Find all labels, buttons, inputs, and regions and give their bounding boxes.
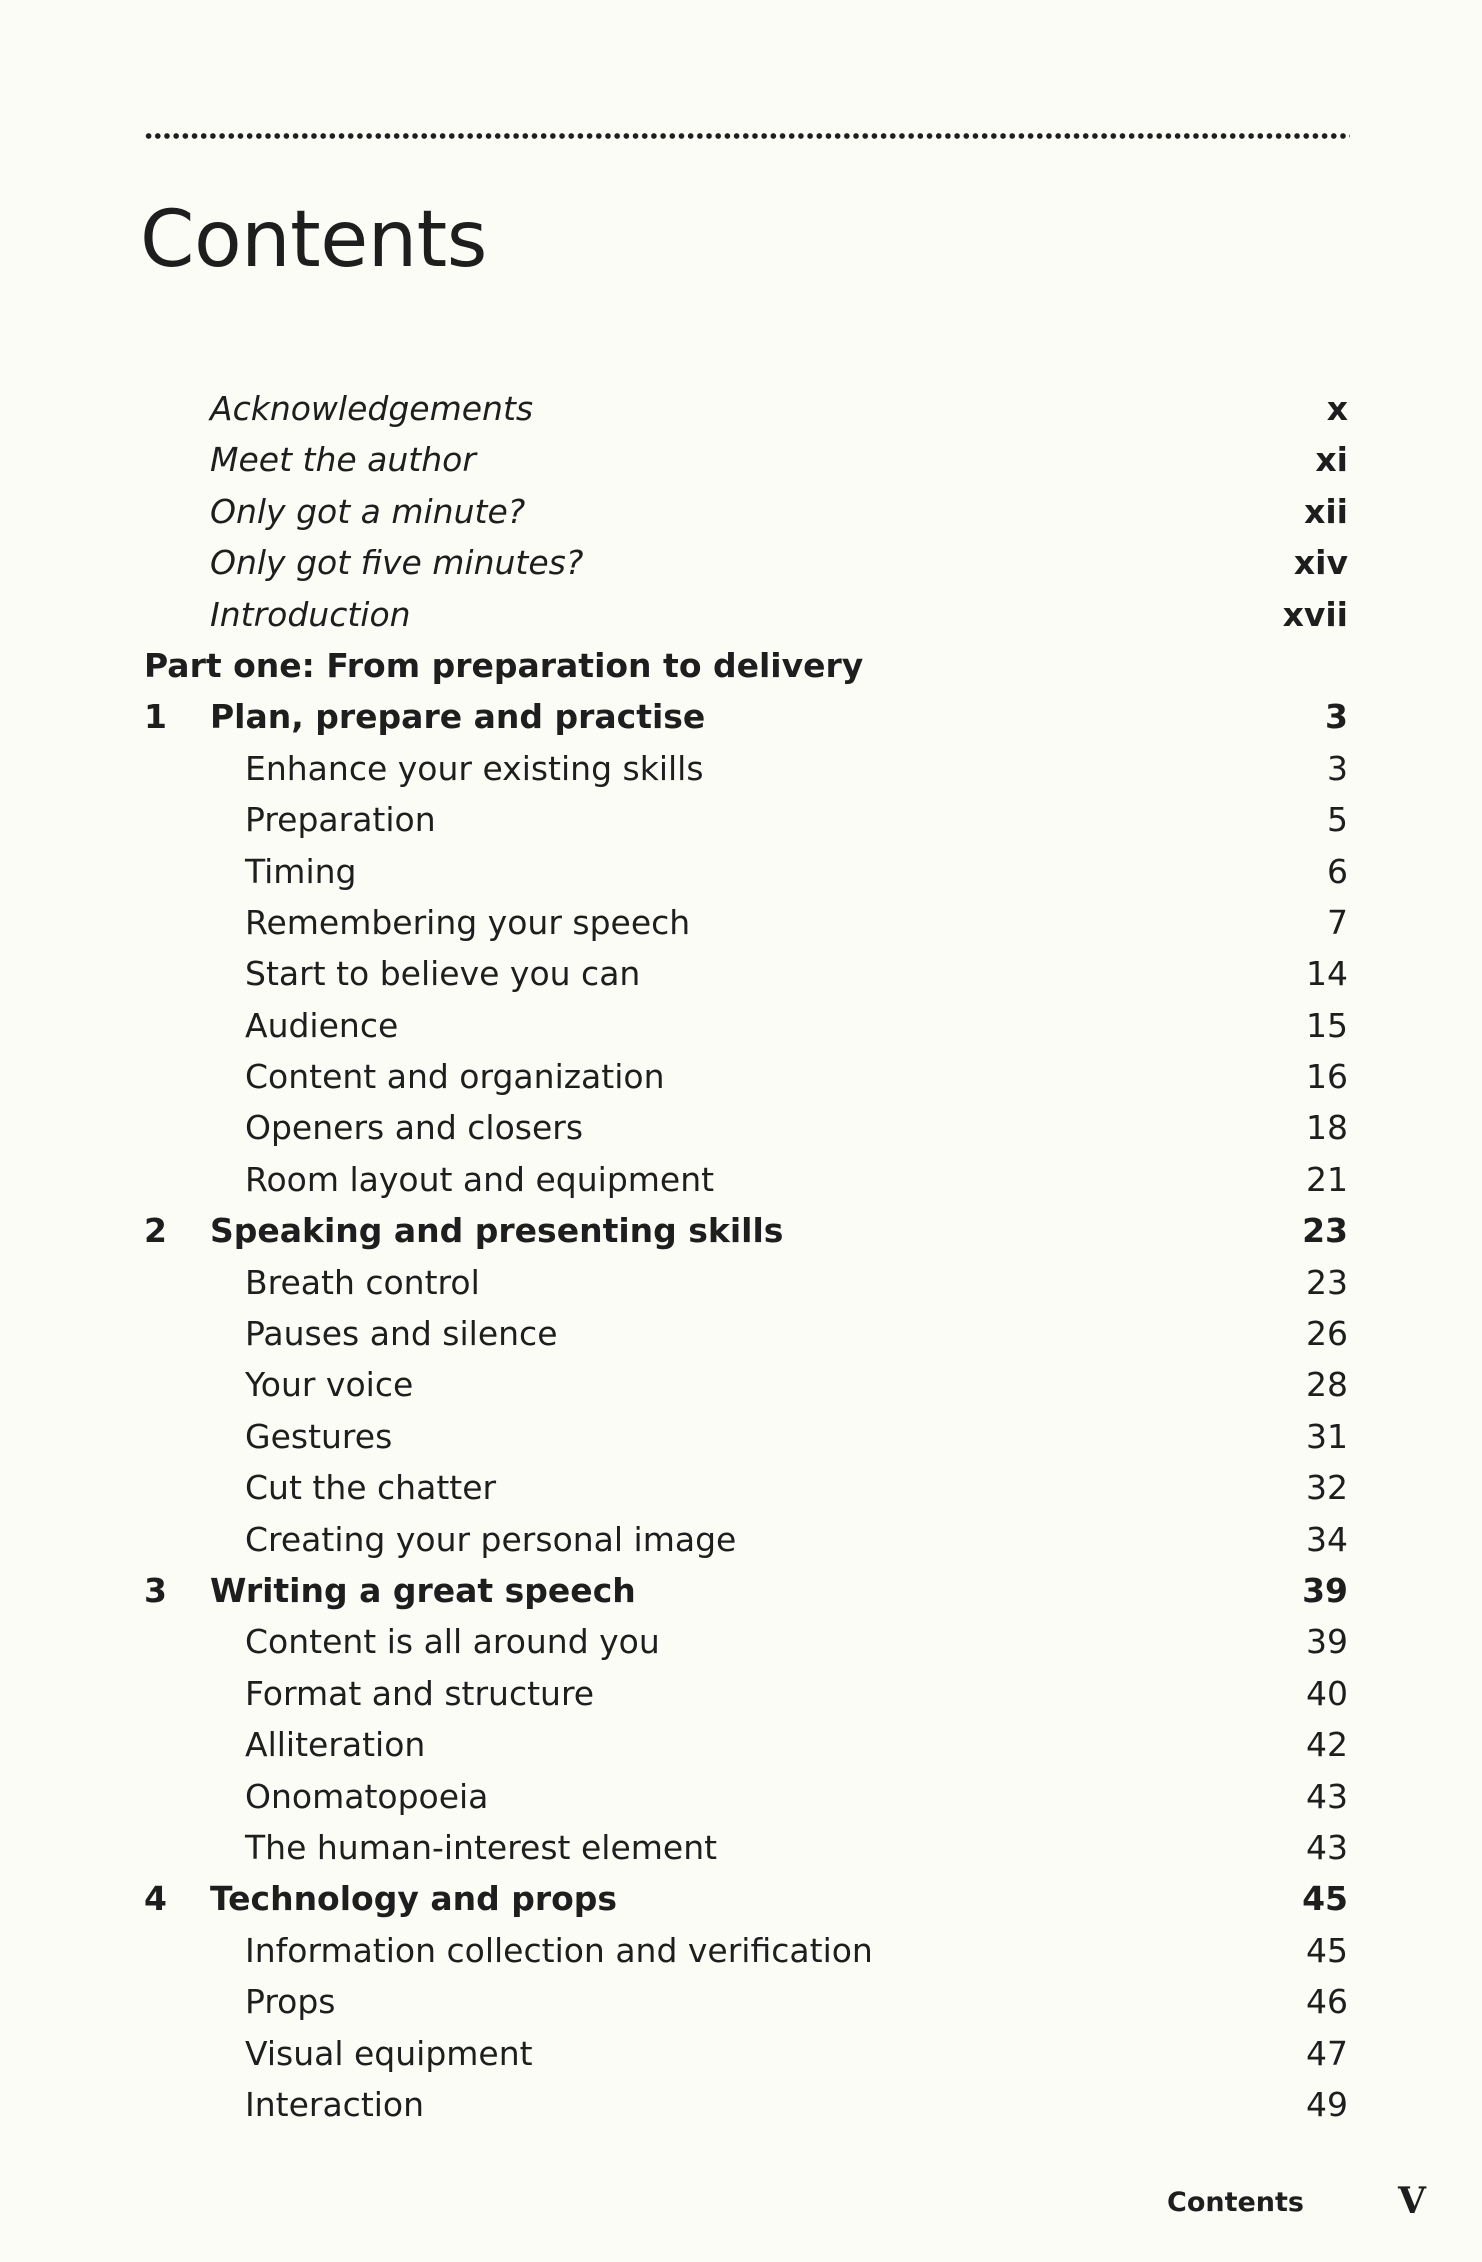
toc-entry-sub xyxy=(0,1976,1482,2027)
toc-entry-sub xyxy=(0,1411,1482,1462)
toc-entry-front xyxy=(0,589,1482,640)
toc-entry-sub xyxy=(0,743,1482,794)
toc-entry-front xyxy=(0,383,1482,434)
toc-entry-sub xyxy=(0,948,1482,999)
toc-entry-chapter xyxy=(0,1205,1482,1256)
entry-page-number: xvii xyxy=(1282,594,1348,634)
toc-entry-sub xyxy=(0,1514,1482,1565)
toc-entry-sub xyxy=(0,1051,1482,1102)
toc-entry-sub xyxy=(0,1102,1482,1153)
entry-title: Alliteration xyxy=(245,1725,426,1765)
toc-entry-sub xyxy=(0,897,1482,948)
entry-title: Format and structure xyxy=(245,1673,595,1713)
toc-entry-chapter xyxy=(0,1565,1482,1616)
entry-title: Only got a minute? xyxy=(210,491,526,531)
entry-title: Gestures xyxy=(245,1416,393,1456)
entry-page-number: xii xyxy=(1304,491,1348,531)
toc-entry-sub xyxy=(0,1719,1482,1770)
entry-title: Content is all around you xyxy=(245,1622,660,1662)
entry-page-number: 28 xyxy=(1306,1365,1348,1405)
toc-entry-sub xyxy=(0,1925,1482,1976)
entry-title: Introduction xyxy=(210,594,411,634)
toc-entry-sub xyxy=(0,1462,1482,1513)
entry-title: Part one: From preparation to delivery xyxy=(144,645,864,685)
entry-page-number: 49 xyxy=(1306,2084,1348,2124)
chapter-number: 3 xyxy=(144,1570,167,1610)
entry-page-number: 42 xyxy=(1306,1725,1348,1765)
toc-entry-sub xyxy=(0,1822,1482,1873)
running-footer: Contents xyxy=(1167,2187,1305,2218)
entry-page-number: 7 xyxy=(1327,902,1348,942)
entry-page-number: 45 xyxy=(1306,1930,1348,1970)
toc-entry-sub xyxy=(0,1000,1482,1051)
entry-title: Meet the author xyxy=(210,440,476,480)
entry-title: Enhance your existing skills xyxy=(245,748,704,788)
table-of-contents xyxy=(0,383,1482,2130)
entry-page-number: 3 xyxy=(1325,697,1348,737)
entry-title: Breath control xyxy=(245,1262,480,1302)
entry-page-number: 21 xyxy=(1306,1159,1348,1199)
entry-page-number: 23 xyxy=(1302,1211,1348,1251)
toc-entry-sub xyxy=(0,1616,1482,1667)
entry-title: Timing xyxy=(245,851,357,891)
toc-entry-sub xyxy=(0,846,1482,897)
toc-entry-part xyxy=(0,640,1482,691)
entry-title: Props xyxy=(245,1982,336,2022)
entry-title: Interaction xyxy=(245,2084,425,2124)
toc-entry-front xyxy=(0,486,1482,537)
entry-title: Pauses and silence xyxy=(245,1314,558,1354)
entry-page-number: 34 xyxy=(1306,1519,1348,1559)
toc-entry-sub xyxy=(0,2028,1482,2079)
entry-page-number: 45 xyxy=(1302,1879,1348,1919)
toc-entry-sub xyxy=(0,1771,1482,1822)
entry-page-number: 26 xyxy=(1306,1314,1348,1354)
entry-page-number: 3 xyxy=(1327,748,1348,788)
entry-title: Acknowledgements xyxy=(210,389,534,428)
entry-page-number: 23 xyxy=(1306,1262,1348,1302)
entry-title: Preparation xyxy=(245,800,436,840)
toc-entry-chapter xyxy=(0,1873,1482,1924)
toc-entry-sub xyxy=(0,1154,1482,1205)
entry-title: Only got five minutes? xyxy=(210,543,584,583)
entry-title: Technology and props xyxy=(210,1879,618,1919)
entry-page-number: 6 xyxy=(1327,851,1348,891)
entry-title: Start to believe you can xyxy=(245,954,641,994)
entry-page-number: 32 xyxy=(1306,1468,1348,1508)
entry-page-number: 16 xyxy=(1306,1057,1348,1097)
entry-page-number: 18 xyxy=(1306,1108,1348,1148)
entry-title: Information collection and verification xyxy=(245,1930,873,1970)
entry-page-number: 15 xyxy=(1306,1005,1348,1045)
toc-entry-sub xyxy=(0,2079,1482,2130)
entry-page-number: 43 xyxy=(1306,1776,1348,1816)
entry-title: Writing a great speech xyxy=(210,1570,636,1610)
entry-title: Cut the chatter xyxy=(245,1468,497,1508)
entry-title: Remembering your speech xyxy=(245,902,691,942)
toc-entry-front xyxy=(0,537,1482,588)
entry-page-number: xiv xyxy=(1293,543,1348,583)
entry-page-number: x xyxy=(1326,389,1348,428)
toc-entry-sub xyxy=(0,1359,1482,1410)
entry-page-number: 43 xyxy=(1306,1827,1348,1867)
chapter-number: 4 xyxy=(144,1879,167,1919)
entry-page-number: xi xyxy=(1315,440,1348,480)
toc-entry-front xyxy=(0,434,1482,485)
entry-title: Creating your personal image xyxy=(245,1519,737,1559)
entry-page-number: 14 xyxy=(1306,954,1348,994)
toc-entry-sub xyxy=(0,1308,1482,1359)
page-number: V xyxy=(1398,2180,1426,2222)
entry-title: Openers and closers xyxy=(245,1108,584,1148)
chapter-number: 1 xyxy=(144,697,167,737)
toc-entry-sub xyxy=(0,1257,1482,1308)
toc-entry-sub xyxy=(0,1668,1482,1719)
entry-title: Audience xyxy=(245,1005,399,1045)
entry-title: The human-interest element xyxy=(245,1827,718,1867)
entry-title: Speaking and presenting skills xyxy=(210,1211,784,1251)
entry-page-number: 5 xyxy=(1327,800,1348,840)
toc-entry-chapter xyxy=(0,691,1482,742)
entry-title: Plan, prepare and practise xyxy=(210,697,706,737)
entry-page-number: 40 xyxy=(1306,1673,1348,1713)
page-title: Contents xyxy=(140,195,487,285)
entry-page-number: 39 xyxy=(1302,1570,1348,1610)
entry-page-number: 39 xyxy=(1306,1622,1348,1662)
entry-title: Your voice xyxy=(245,1365,414,1405)
entry-page-number: 47 xyxy=(1306,2033,1348,2073)
entry-title: Visual equipment xyxy=(245,2033,533,2073)
toc-entry-sub xyxy=(0,794,1482,845)
entry-title: Room layout and equipment xyxy=(245,1159,715,1199)
chapter-number: 2 xyxy=(144,1211,167,1251)
entry-title: Onomatopoeia xyxy=(245,1776,489,1816)
entry-page-number: 46 xyxy=(1306,1982,1348,2022)
entry-title: Content and organization xyxy=(245,1057,665,1097)
dotted-rule xyxy=(144,132,1350,140)
entry-page-number: 31 xyxy=(1306,1416,1348,1456)
